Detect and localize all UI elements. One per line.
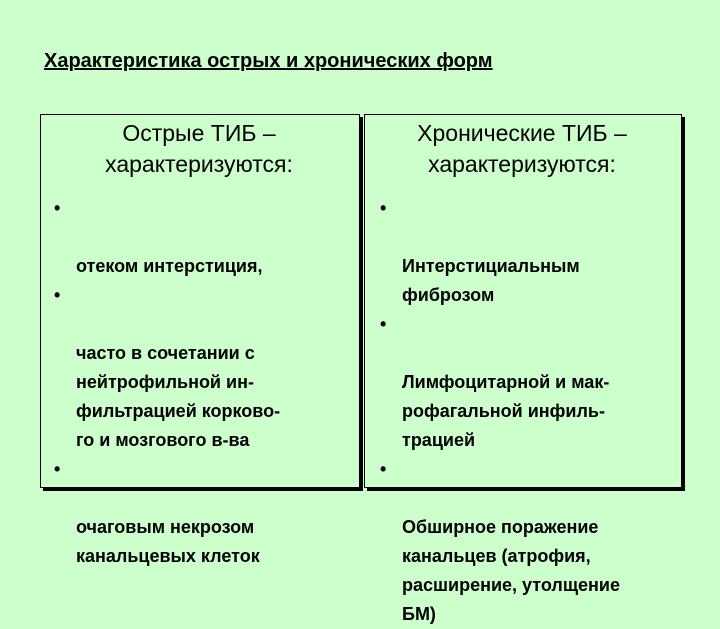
bullet-icon: • <box>54 198 61 218</box>
list-item <box>374 310 684 455</box>
list-item-text: часто в сочетании с нейтрофильной ин- фильтрацией корково- го и мозгового в-ва <box>76 343 281 450</box>
list-item <box>48 281 358 455</box>
list-item-text: очаговым некрозом канальцевых клеток <box>76 517 260 566</box>
list-item-text: Интерстициальным фиброзом <box>402 256 580 305</box>
acute-column-heading <box>40 118 358 180</box>
list-item-text: отеком интерстиция, <box>76 256 263 276</box>
list-item <box>374 194 684 310</box>
bullet-icon: • <box>380 314 387 334</box>
bullet-icon: • <box>380 198 387 218</box>
slide-title: Характеристика острых и хронических форм <box>44 50 493 72</box>
bullet-icon: • <box>54 285 61 305</box>
acute-bullet-list <box>48 194 358 571</box>
list-item <box>374 455 684 629</box>
chronic-bullet-list <box>374 194 684 629</box>
list-item <box>48 455 358 571</box>
acute-heading-text: Острые ТИБ – характеризуются: <box>105 120 293 177</box>
bullet-icon: • <box>380 459 387 479</box>
chronic-column-heading <box>364 118 680 180</box>
list-item-text: Лимфоцитарной и мак- рофагальной инфиль- трацией <box>402 372 610 450</box>
bullet-icon: • <box>54 459 61 479</box>
chronic-heading-text: Хронические ТИБ – характеризуются: <box>417 120 627 177</box>
list-item-text: Обширное поражение канальцев (атрофия, расширение, утолщение БМ) <box>402 517 620 624</box>
list-item <box>48 194 358 281</box>
